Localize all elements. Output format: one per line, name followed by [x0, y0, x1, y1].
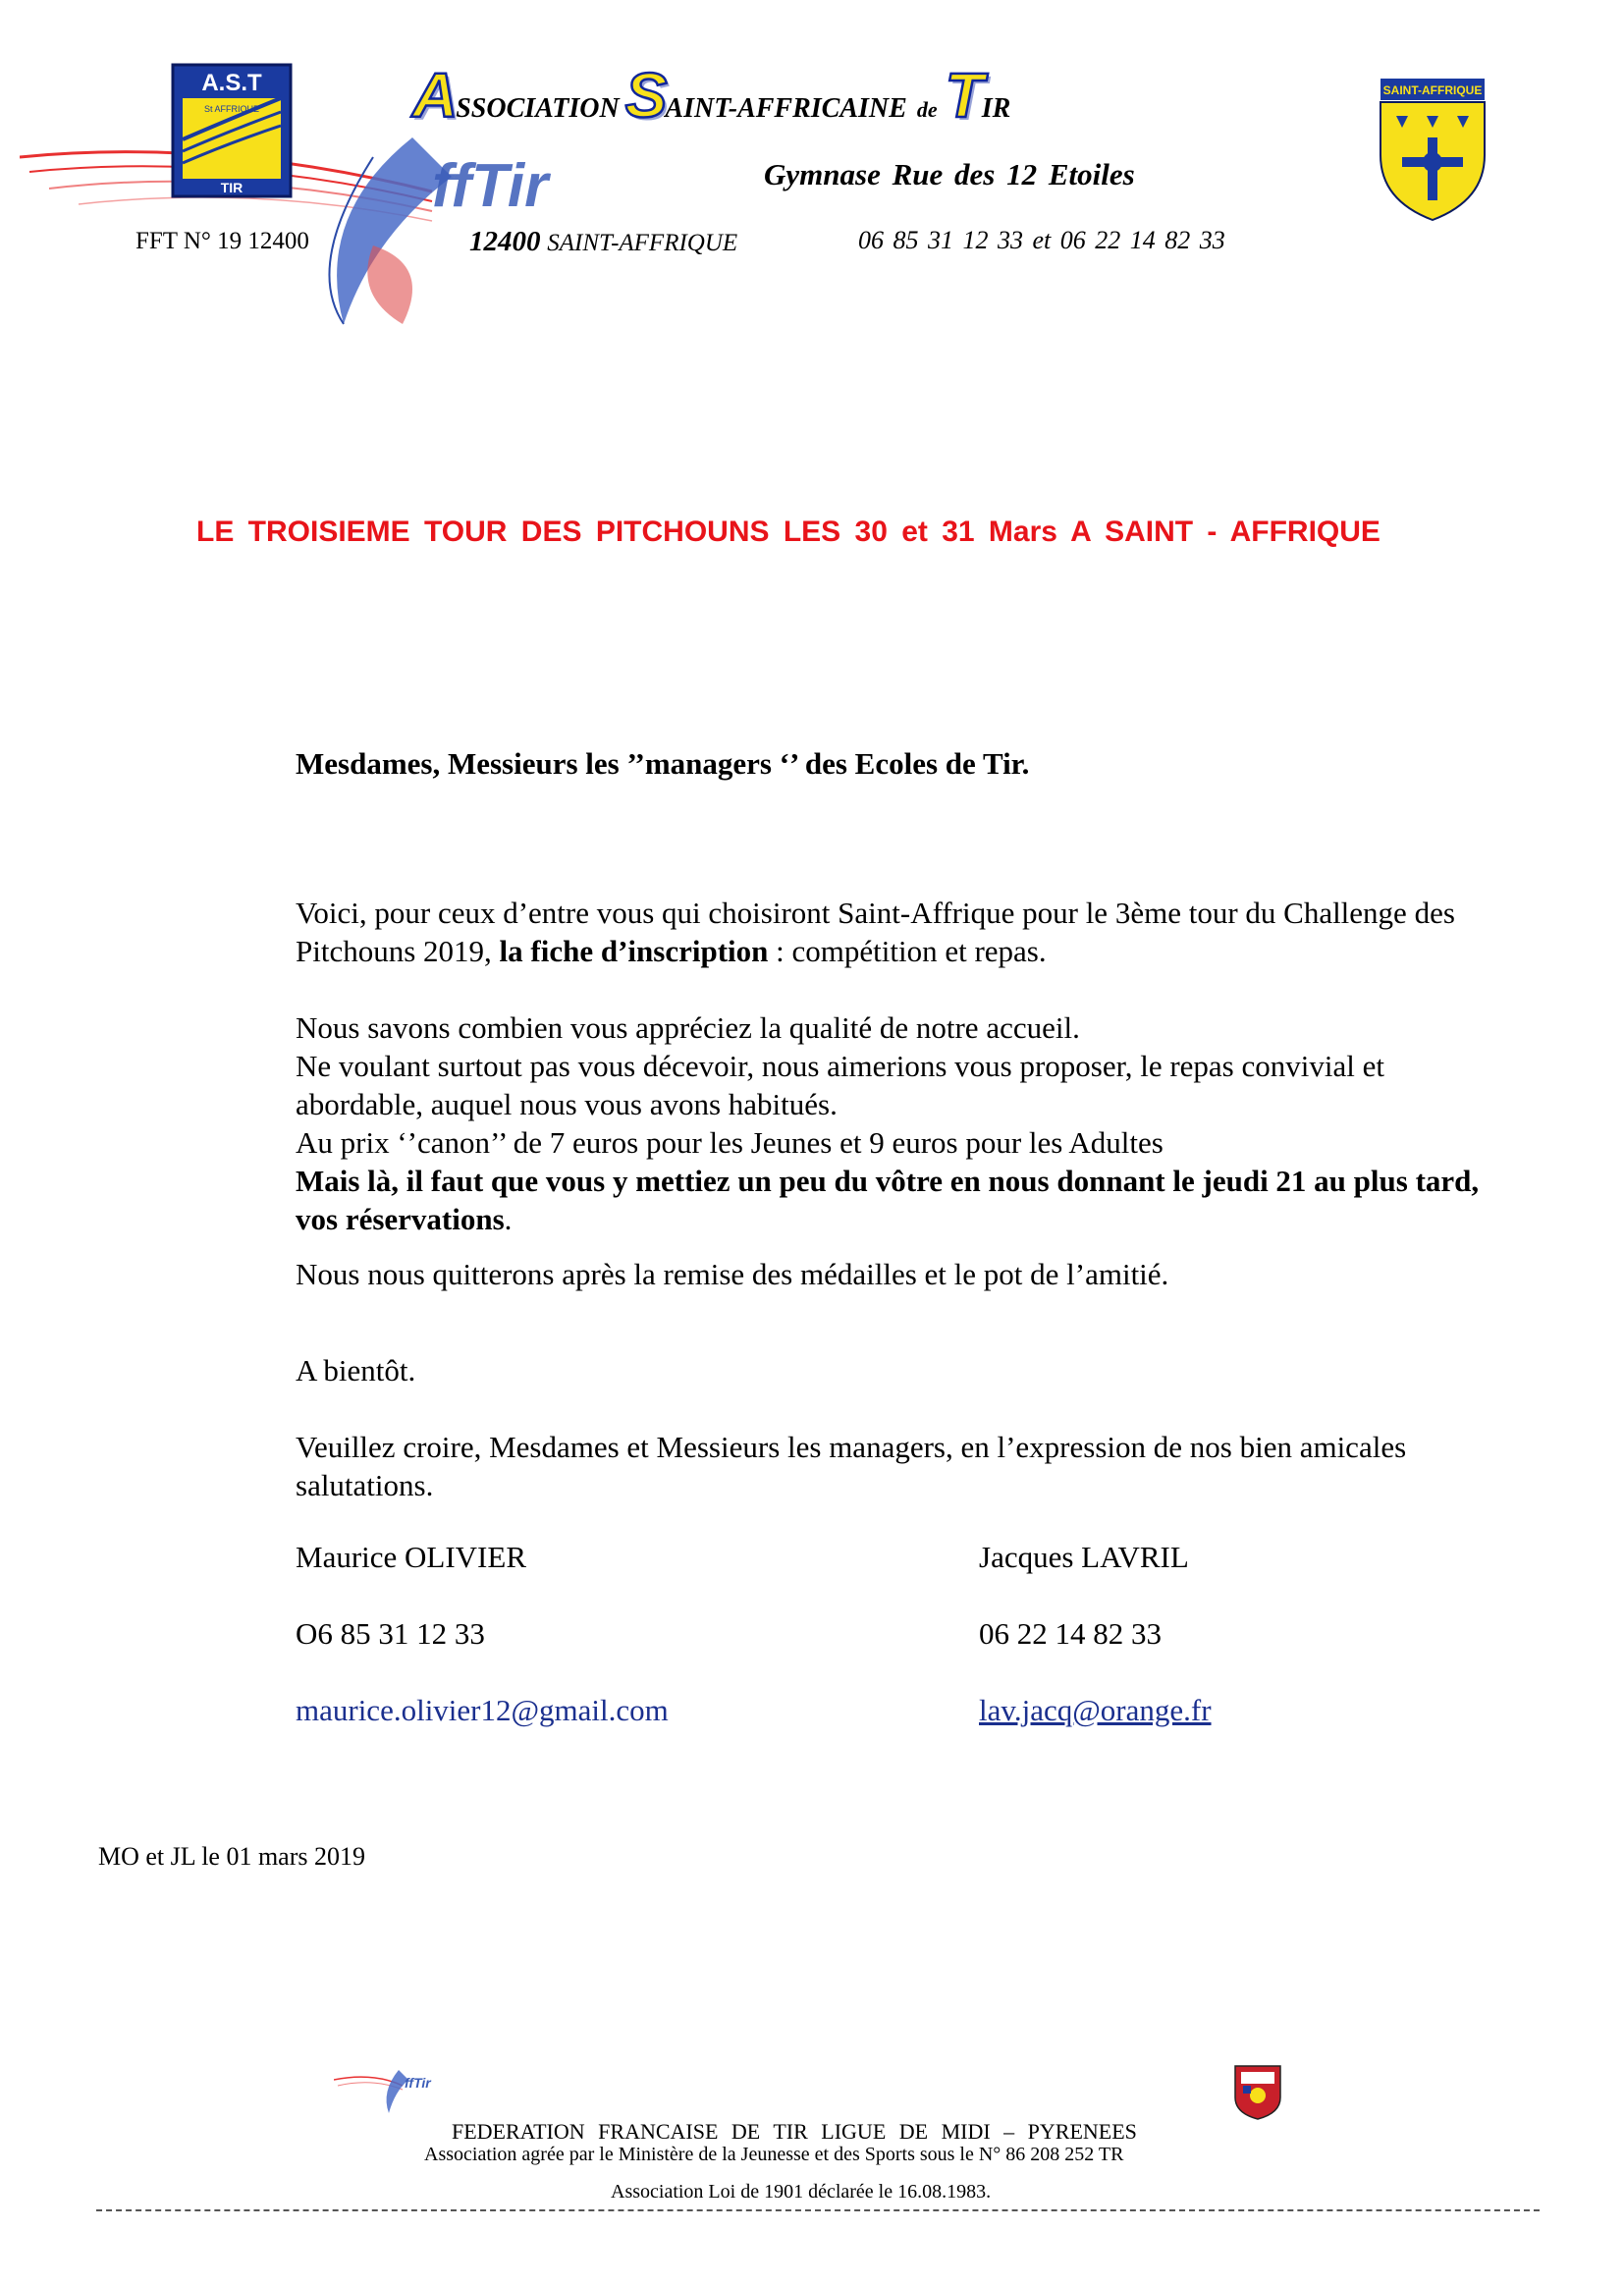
paragraph-registration	[296, 894, 1513, 970]
header-phones: 06 85 31 12 33 et 06 22 14 82 33	[858, 226, 1225, 254]
greeting: Mesdames, Messieurs les ’’managers ‘’ des Ecoles de Tir.	[296, 746, 1030, 781]
p2-line-deadline-end: .	[504, 1202, 513, 1236]
paragraph-salutations: Veuillez croire, Mesdames et Messieurs les managers, en l’expression de nos bien amicales salutations.	[296, 1430, 1407, 1502]
title-word-saint-affricaine: AINT-AFFRICAINE	[665, 93, 907, 124]
address-line: Gymnase Rue des 12 Etoiles	[764, 157, 1135, 191]
swoosh-logo-text: ffTir	[432, 152, 549, 220]
footer-fftir-logo	[334, 2062, 452, 2117]
paragraph-see-you: A bientôt.	[296, 1353, 416, 1387]
signatory-right-name: Jacques LAVRIL	[979, 1540, 1189, 1574]
event-heading: LE TROISIEME TOUR DES PITCHOUNS LES 30 et 31 Mars A SAINT - AFFRIQUE	[196, 516, 1380, 548]
title-word-tir: IR	[981, 93, 1011, 124]
footer-dashed-rule	[96, 2209, 1540, 2211]
p2-line-meal: Ne voulant surtout pas vous décevoir, nous aimerions vous proposer, le repas convivial et abordable, auquel nous vous avons habitués.	[296, 1049, 1384, 1121]
ast-club-logo	[169, 61, 295, 200]
signatory-right-phone: 06 22 14 82 33	[979, 1616, 1162, 1651]
postal-address	[469, 226, 737, 258]
logo-badge-top: A.S.T	[201, 70, 262, 96]
paragraph-departure: Nous nous quitterons après la remise des médailles et le pot de l’amitié.	[296, 1257, 1169, 1291]
p1-text-bold: la fiche d’inscription	[499, 934, 769, 968]
footer-league-crest	[1233, 2064, 1282, 2121]
signatory-left-phone: O6 85 31 12 33	[296, 1616, 485, 1651]
signatory-left-email[interactable]: maurice.olivier12@gmail.com	[296, 1693, 669, 1727]
footer-law-1901: Association Loi de 1901 déclarée le 16.08.1983.	[611, 2181, 992, 2203]
fft-number: FFT N° 19 12400	[135, 228, 309, 254]
footer-federation: FEDERATION FRANCAISE DE TIR LIGUE DE MIDI – PYRENEES	[452, 2119, 1137, 2144]
footer-approval: Association agrée par le Ministère de la Jeunesse et des Sports sous le N° 86 208 252 TR	[424, 2144, 1124, 2165]
logo-badge-bottom: TIR	[220, 180, 244, 195]
signatory-left-name: Maurice OLIVIER	[296, 1540, 526, 1574]
date-line: MO et JL le 01 mars 2019	[98, 1842, 365, 1871]
paragraph-meal	[296, 1008, 1513, 1238]
title-word-de: de	[916, 97, 938, 122]
postal-zip: 12400	[469, 226, 541, 257]
crest-label: SAINT-AFFRIQUE	[1382, 83, 1483, 97]
signatory-right-email-link[interactable]: lav.jacq@orange.fr	[979, 1693, 1212, 1727]
p1-text-end: : compétition et repas.	[768, 934, 1047, 968]
p2-line-price: Au prix ‘’canon’’ de 7 euros pour les Jeunes et 9 euros pour les Adultes	[296, 1125, 1164, 1160]
title-initial-s: S	[624, 60, 666, 131]
p2-line-welcome: Nous savons combien vous appréciez la qualité de notre accueil.	[296, 1010, 1080, 1045]
p1-text-start: Voici, pour ceux d’entre vous qui choisiront Saint-Affrique pour le 3ème tour du Challenge des Pitchouns 2019,	[296, 896, 1455, 968]
logo-badge-middle: St AFFRIQUE	[203, 104, 260, 114]
footer-logo-text: ffTir	[405, 2075, 431, 2091]
postal-city: SAINT-AFFRIQUE	[547, 230, 738, 256]
p2-line-deadline: Mais là, il faut que vous y mettiez un peu du vôtre en nous donnant le jeudi 21 au plus tard, vos réservations	[296, 1164, 1480, 1236]
title-initial-t: T	[945, 60, 982, 131]
saint-affrique-crest	[1375, 77, 1490, 224]
title-word-association: SSOCIATION	[456, 93, 620, 124]
title-initial-a: A	[412, 60, 457, 131]
association-title	[412, 59, 1016, 137]
